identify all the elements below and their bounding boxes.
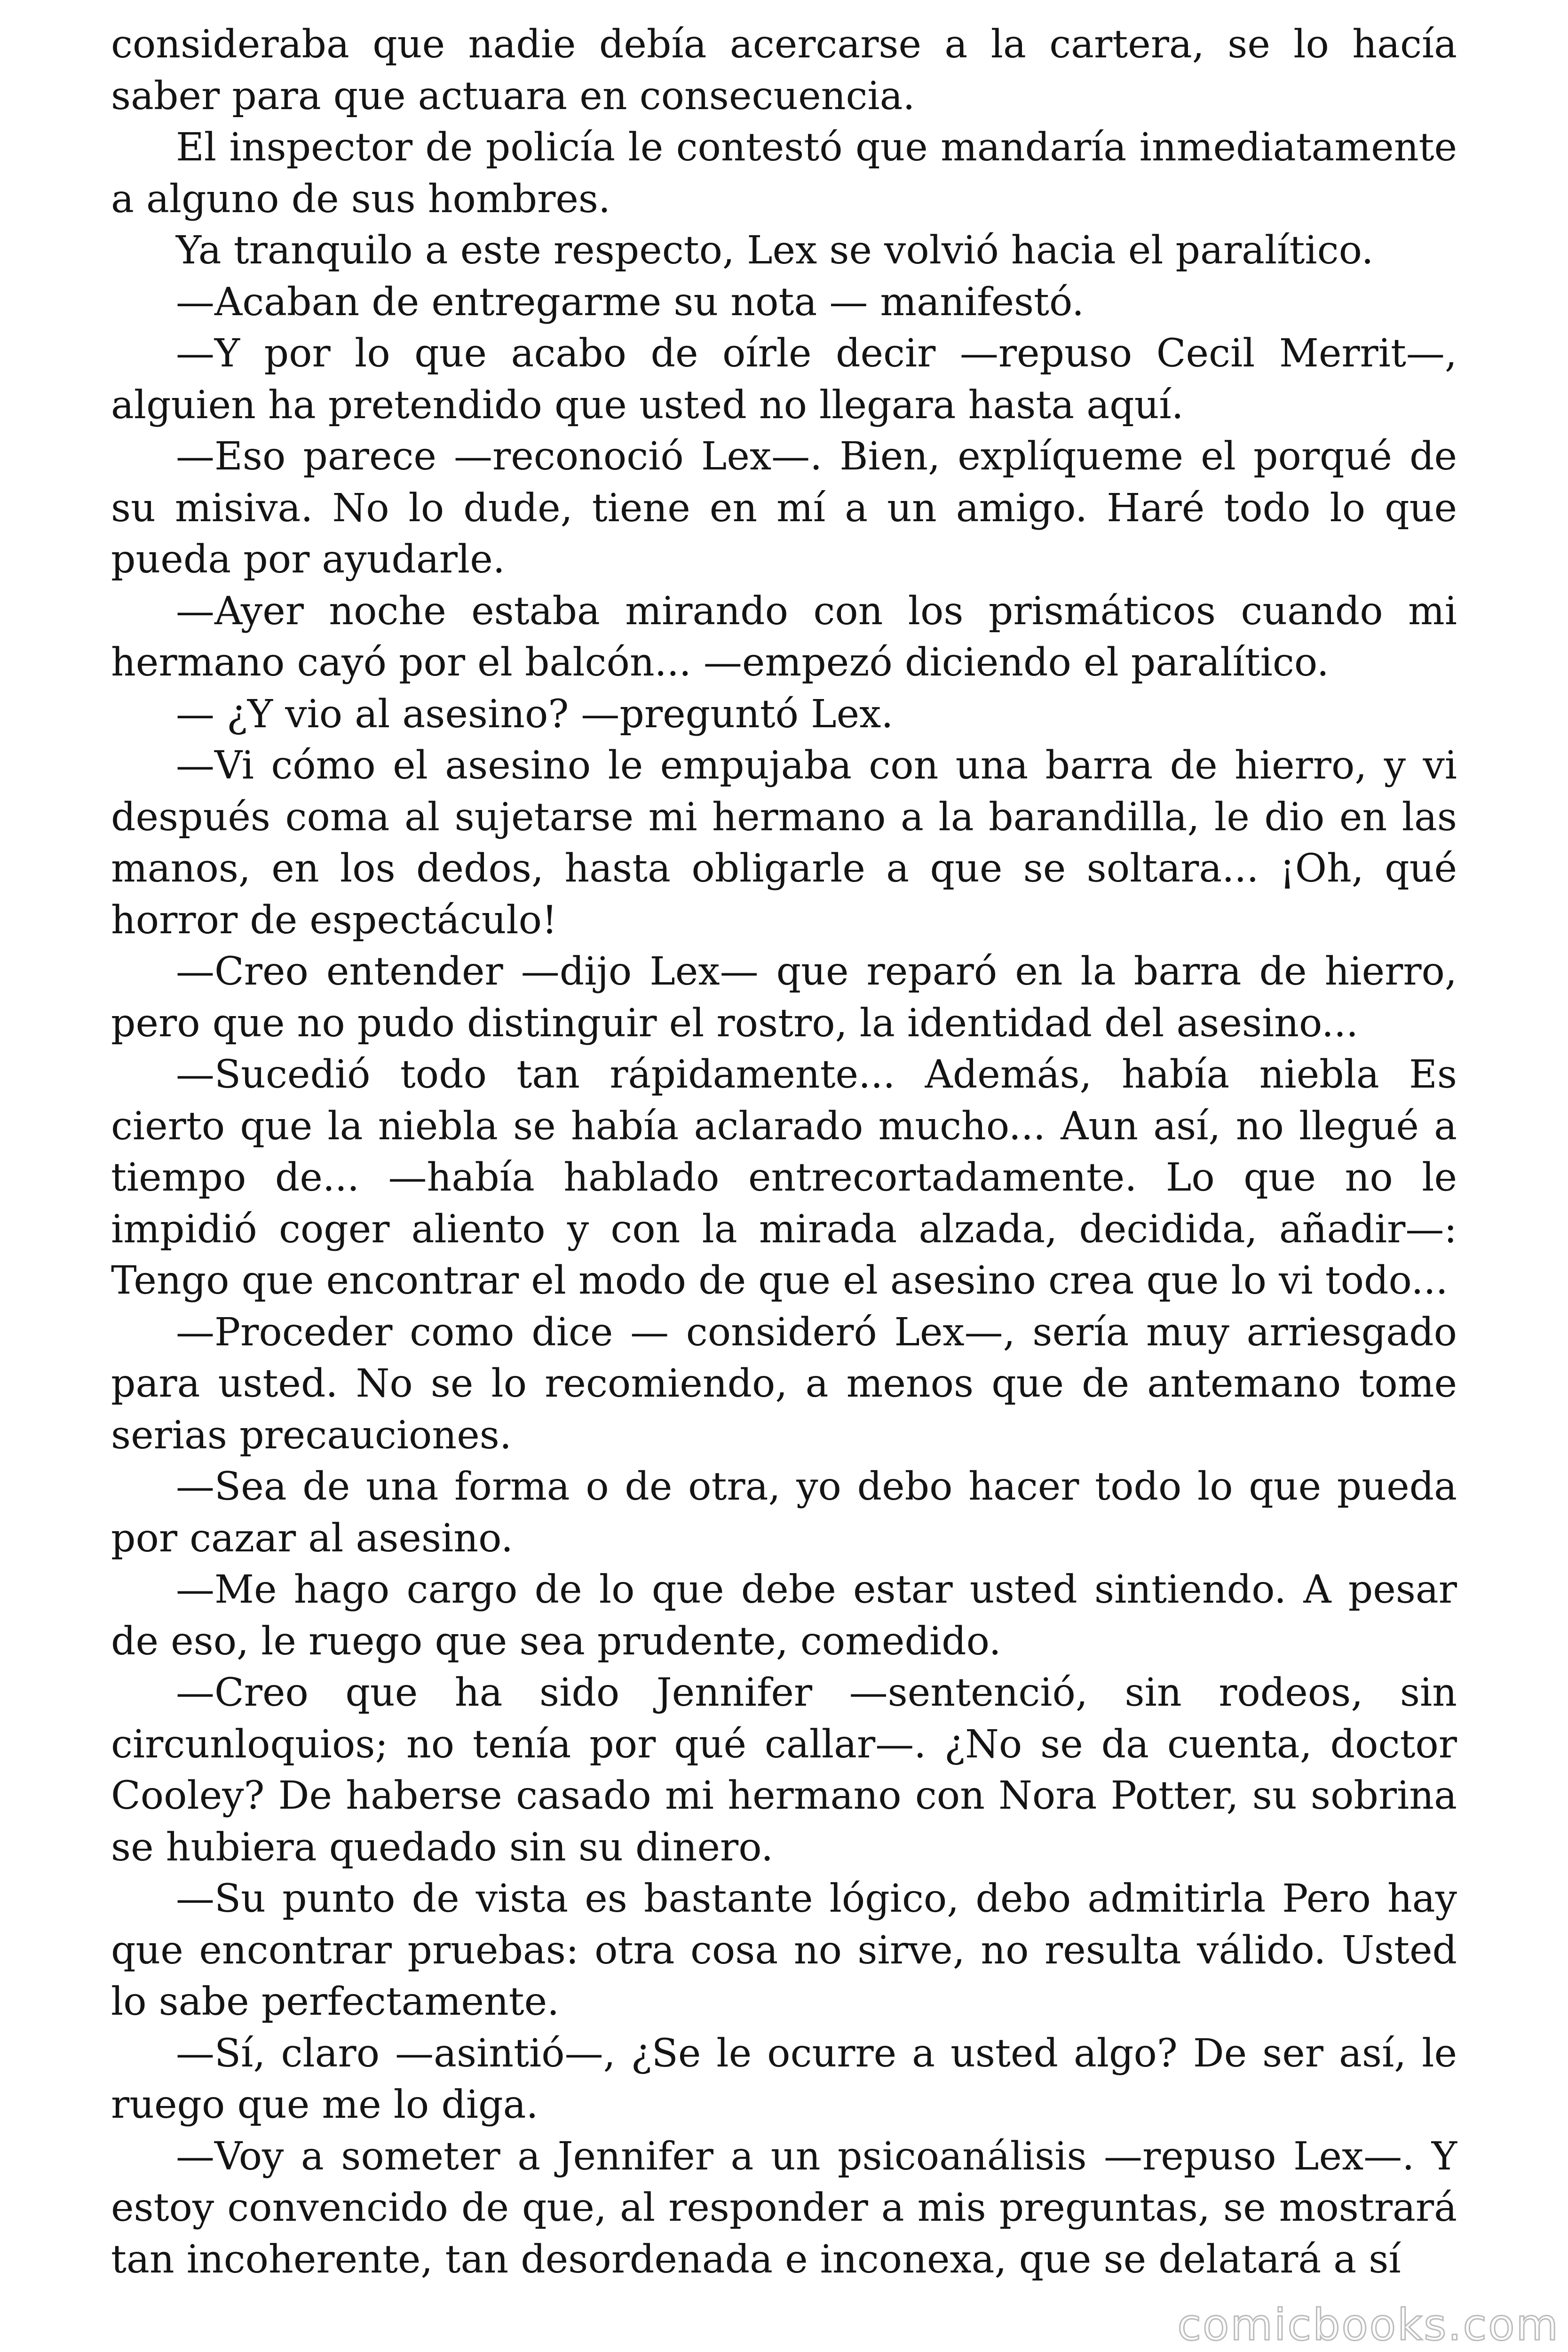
paragraph: —Voy a someter a Jennifer a un psicoanálisis —repuso Lex—. Y estoy convencido de que, al responder a mis preguntas, se mostrará tan incoherente, tan desordenada e inconexa, que se delatará a sí — [111, 2134, 1457, 2282]
paragraph: —Sucedió todo tan rápidamente... Además, había niebla Es cierto que la niebla se había aclarado mucho... Aun así, no llegué a tiempo de... —había hablado entrecortadamente. Lo que no le impidió coger aliento y con la mirada alzada, decidida, añadir—: Tengo que encontrar el modo de que el asesino crea que lo vi todo... — [111, 1052, 1457, 1303]
paragraph: —Su punto de vista es bastante lógico, debo admitirla Pero hay que encontrar pruebas: otra cosa no sirve, no resulta válido. Usted lo sabe perfectamente. — [111, 1876, 1457, 2024]
paragraph: —Sí, claro —asintió—, ¿Se le ocurre a usted algo? De ser así, le ruego que me lo diga. — [111, 2031, 1457, 2127]
paragraph: consideraba que nadie debía acercarse a la cartera, se lo hacía saber para que actuara en consecuencia. — [111, 22, 1457, 119]
paragraph: —Proceder como dice — consideró Lex—, sería muy arriesgado para usted. No se lo recomiendo, a menos que de antemano tome serias precauciones. — [111, 1310, 1457, 1458]
paragraph: Ya tranquilo a este respecto, Lex se volvió hacia el paralítico. — [176, 228, 1374, 273]
paragraph: —Me hago cargo de lo que debe estar usted sintiendo. A pesar de eso, le ruego que sea prudente, comedido. — [111, 1567, 1457, 1664]
paragraph: — ¿Y vio al asesino? —preguntó Lex. — [176, 691, 894, 737]
paragraph: —Sea de una forma o de otra, yo debo hacer todo lo que pueda por cazar al asesino. — [111, 1464, 1457, 1561]
paragraph: —Creo entender —dijo Lex— que reparó en la barra de hierro, pero que no pudo distinguir el rostro, la identidad del asesino... — [111, 949, 1457, 1046]
paragraph: El inspector de policía le contestó que mandaría inmediatamente a alguno de sus hombres. — [111, 125, 1457, 222]
watermark: comicbooks.com — [1177, 2300, 1560, 2350]
paragraph: —Y por lo que acabo de oírle decir —repuso Cecil Merrit—, alguien ha pretendido que usted no llegara hasta aquí. — [111, 331, 1457, 428]
paragraph: —Vi cómo el asesino le empujaba con una barra de hierro, y vi después coma al sujetarse mi hermano a la barandilla, le dio en las manos, en los dedos, hasta obligarle a que se soltara... ¡Oh, qué horror de espectáculo! — [111, 743, 1457, 943]
paragraph: —Acaban de entregarme su nota — manifestó. — [176, 279, 1085, 325]
paragraph: —Eso parece —reconoció Lex—. Bien, explíqueme el porqué de su misiva. No lo dude, tiene en mí a un amigo. Haré todo lo que pueda por ayudarle. — [111, 434, 1457, 582]
book-page — [111, 19, 1457, 2285]
paragraph: —Creo que ha sido Jennifer —sentenció, sin rodeos, sin circunloquios; no tenía por qué callar—. ¿No se da cuenta, doctor Cooley? De haberse casado mi hermano con Nora Potter, su sobrina se hubiera quedado sin su dinero. — [111, 1670, 1457, 1870]
paragraph: —Ayer noche estaba mirando con los prismáticos cuando mi hermano cayó por el balcón... —empezó diciendo el paralítico. — [111, 588, 1457, 685]
